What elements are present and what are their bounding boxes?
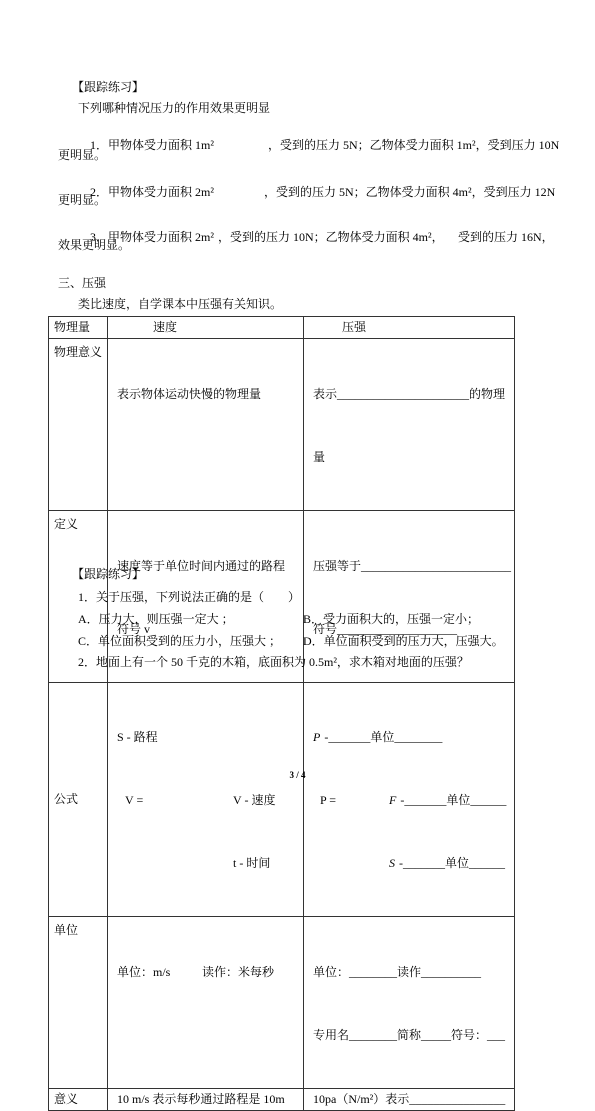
area-blank: -_______单位______ xyxy=(399,856,505,870)
speed-cell: 10 m/s 表示每秒通过路程是 10m xyxy=(108,1089,304,1111)
table-row-unit xyxy=(49,917,515,1089)
speed-unit-line xyxy=(117,962,303,983)
header-quantity: 物理量 xyxy=(49,317,108,339)
page-number: 3 / 4 xyxy=(289,770,306,780)
option-b: B．受力面积大的，压强一定小； xyxy=(303,612,480,626)
item-1-part-b: ，受到的压力 5N；乙物体受力面积 1m²，受到压力 10N xyxy=(268,138,560,152)
pressure-blank: -_______单位________ xyxy=(324,730,443,744)
header-pressure: 压强 xyxy=(304,317,515,339)
question-2: 2．地面上有一个 50 千克的木箱，底面积为 0.5m²，求木箱对地面的压强？ xyxy=(78,655,469,669)
pressure-line: 专用名________简称_____符号：___ xyxy=(313,1028,506,1042)
time-line xyxy=(117,853,303,874)
table-row-meaning xyxy=(49,339,515,511)
pressure-cell xyxy=(304,339,515,511)
table-header-row xyxy=(49,317,515,339)
speed-line: 符号 v xyxy=(117,622,151,636)
speed-cell xyxy=(108,339,304,511)
item-3-continuation: 效果更明显。 xyxy=(58,238,131,252)
speed-definition: V - 速度 xyxy=(233,793,276,807)
pressure-cell: 10pa（N/m²）表示________________ xyxy=(304,1089,515,1111)
pressure-line: 量 xyxy=(313,450,326,464)
row-label: 意义 xyxy=(49,1089,108,1111)
distance-definition: S - 路程 xyxy=(117,730,158,744)
practice-item-1 xyxy=(78,127,559,163)
practice-item-3 xyxy=(78,219,554,255)
pressure-line: 符号____________________ xyxy=(313,622,458,636)
practice-item-2 xyxy=(78,174,555,210)
speed-formula-cell xyxy=(108,683,304,917)
force-blank: -_______单位______ xyxy=(400,793,507,807)
item-1-continuation: 更明显。 xyxy=(58,148,107,162)
item-2-part-b: ，受到的压力 5N；乙物体受力面积 4m²，受到压力 12N xyxy=(264,185,556,199)
item-3-part-a: 3．甲物体受力面积 2m² xyxy=(90,230,214,244)
pressure-line: 压强等于_________________________ xyxy=(313,559,512,573)
question-1: 1．关于压强，下列说法正确的是（ ） xyxy=(78,590,301,604)
row-label: 物理意义 xyxy=(49,339,108,511)
item-2-continuation: 更明显。 xyxy=(58,193,107,207)
time-definition: t - 时间 xyxy=(233,856,271,870)
section-intro: 类比速度，自学课本中压强有关知识。 xyxy=(78,297,283,311)
item-1-part-a: 1．甲物体受力面积 1m² xyxy=(90,138,214,152)
pressure-symbol-line xyxy=(313,727,514,748)
pressure-symbol: P xyxy=(313,730,321,744)
item-3-part-b: ，受到的压力 10N；乙物体受力面积 4m²， xyxy=(218,230,444,244)
speed-unit-cell xyxy=(108,917,304,1089)
table-row-significance xyxy=(49,1089,515,1111)
speed-equation: V = xyxy=(125,793,144,807)
speed-unit-reading: 读作：米每秒 xyxy=(202,965,275,979)
row-label: 定义 xyxy=(49,511,108,683)
practice-prompt: 下列哪种情况压力的作用效果更明显 xyxy=(78,101,271,115)
area-line xyxy=(313,853,514,874)
area-symbol: S xyxy=(389,856,395,870)
item-2-part-a: 2．甲物体受力面积 2m² xyxy=(90,185,214,199)
speed-formula-line xyxy=(117,790,303,811)
item-3-part-c: 受到的压力 16N， xyxy=(458,230,554,244)
speed-line: 速度等于单位时间内通过的路程 xyxy=(117,559,286,573)
pressure-formula-cell xyxy=(304,683,515,917)
pressure-formula-line xyxy=(313,790,514,811)
speed-line: 表示物体运动快慢的物理量 xyxy=(117,387,262,401)
force-symbol: F xyxy=(389,793,397,807)
pressure-cell xyxy=(304,917,515,1089)
practice-heading: 【跟踪练习】 xyxy=(72,567,145,581)
option-c: C．单位面积受到的压力小，压强大 ； xyxy=(78,634,282,648)
table-row-formula xyxy=(49,683,515,917)
pressure-equation: P = xyxy=(320,793,336,807)
section-heading: 三、压强 xyxy=(58,276,107,290)
option-a: A．压力大，则压强一定大 ； xyxy=(78,612,234,626)
pressure-line: 单位：________读作__________ xyxy=(313,965,482,979)
option-d: D．单位面积受到的压力大，压强大。 xyxy=(303,634,504,648)
comparison-table xyxy=(48,316,515,1111)
speed-unit: 单位：m/s xyxy=(117,965,171,979)
header-speed: 速度 xyxy=(108,317,304,339)
row-label: 公式 xyxy=(49,683,108,917)
practice-heading: 【跟踪练习】 xyxy=(72,80,145,94)
row-label: 单位 xyxy=(49,917,108,1089)
pressure-line: 表示______________________的物理 xyxy=(313,387,506,401)
